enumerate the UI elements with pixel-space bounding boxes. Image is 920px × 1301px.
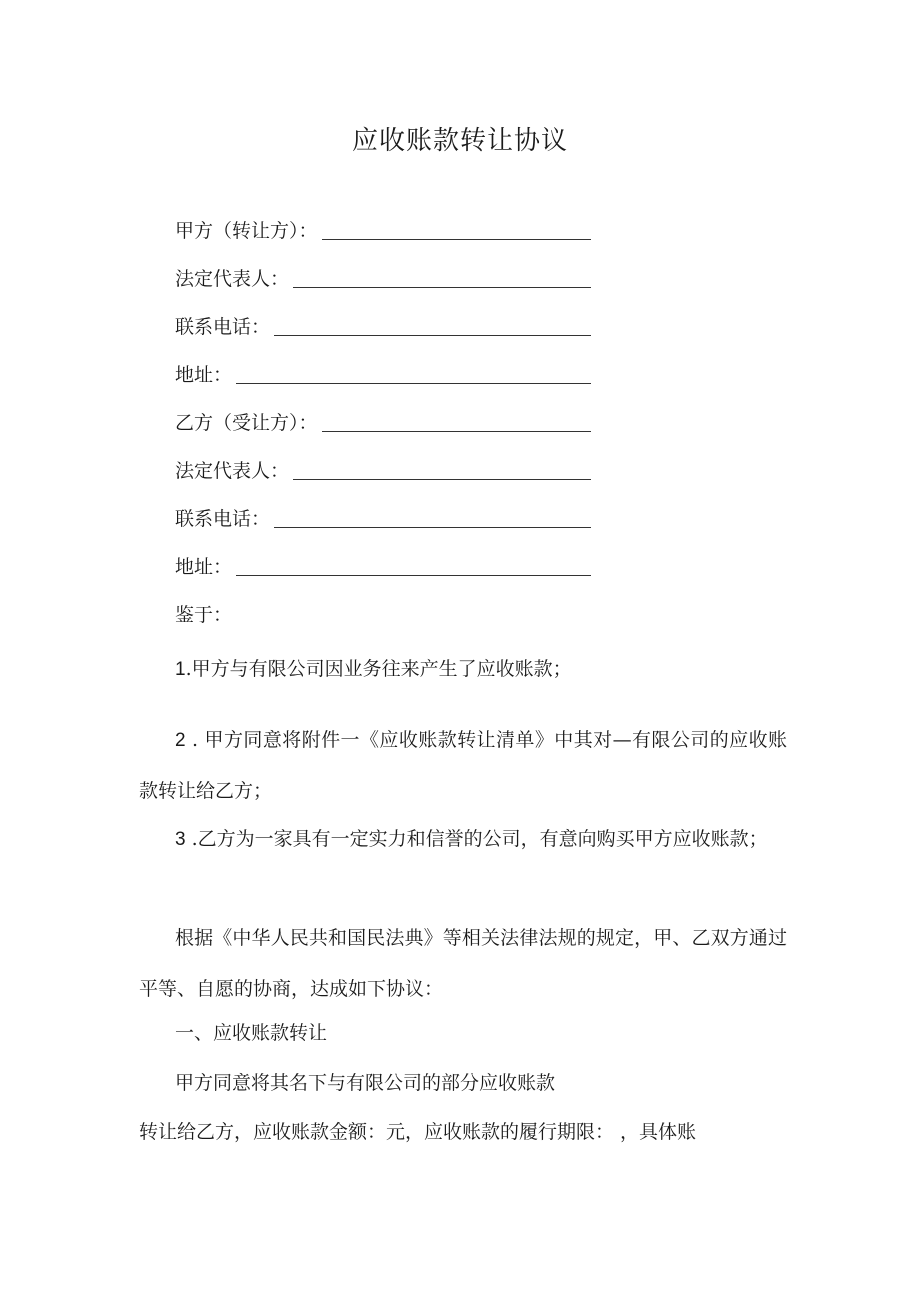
party-a-address-blank[interactable]	[236, 382, 591, 384]
party-b-name-field	[175, 408, 591, 438]
section-1-line-2: 转让给乙方，应收账款金额：元，应收账款的履行期限： ，具体账	[139, 1121, 697, 1143]
recital-1-text: .甲方与有限公司因业务往来产生了应收账款；	[185, 658, 572, 680]
party-a-name-blank[interactable]	[322, 238, 591, 240]
party-a-name-label: 甲方（转让方）：	[175, 220, 318, 242]
whereas-heading: 鉴于：	[175, 604, 233, 626]
recital-2	[139, 715, 787, 817]
party-b-phone-label: 联系电话：	[175, 508, 271, 530]
party-a-phone-label: 联系电话：	[175, 316, 271, 338]
party-a-address-field	[175, 360, 591, 390]
page-title: 应收账款转让协议	[351, 126, 568, 156]
party-a-phone-field	[175, 312, 591, 342]
party-a-rep-field	[175, 264, 591, 294]
party-b-address-field	[175, 552, 591, 582]
party-a-phone-blank[interactable]	[274, 334, 591, 336]
section-1-heading: 一、应收账款转让	[175, 1022, 328, 1044]
party-a-name-field	[175, 216, 591, 246]
party-a-rep-blank[interactable]	[293, 286, 591, 288]
recital-1	[175, 654, 572, 685]
party-b-name-blank[interactable]	[322, 430, 591, 432]
party-b-rep-blank[interactable]	[293, 478, 591, 480]
party-b-address-label: 地址：	[175, 556, 233, 578]
party-b-phone-blank[interactable]	[274, 526, 591, 528]
recital-2-text: . 甲方同意将附件一《应收账款转让清单》中其对—有限公司的应收账款转让给乙方；	[139, 729, 787, 802]
party-a-rep-label: 法定代表人：	[175, 268, 290, 290]
party-b-phone-field	[175, 504, 591, 534]
party-b-rep-label: 法定代表人：	[175, 460, 290, 482]
recital-3-number: 3	[175, 829, 186, 850]
section-1-line-1: 甲方同意将其名下与有限公司的部分应收账款	[175, 1072, 556, 1094]
party-b-address-blank[interactable]	[236, 574, 591, 576]
party-b-name-label: 乙方（受让方）：	[175, 412, 318, 434]
party-a-address-label: 地址：	[175, 364, 233, 386]
legal-basis-paragraph: 根据《中华人民共和国民法典》等相关法律法规的规定，甲、乙双方通过平等、自愿的协商，达成如下协议：	[139, 927, 787, 1000]
recital-2-number: 2	[175, 730, 186, 751]
recital-1-number: 1	[175, 659, 186, 680]
party-b-rep-field	[175, 456, 591, 486]
recital-3-text: .乙方为一家具有一定实力和信誉的公司，有意向购买甲方应收账款；	[185, 828, 768, 850]
recital-3	[139, 814, 787, 865]
